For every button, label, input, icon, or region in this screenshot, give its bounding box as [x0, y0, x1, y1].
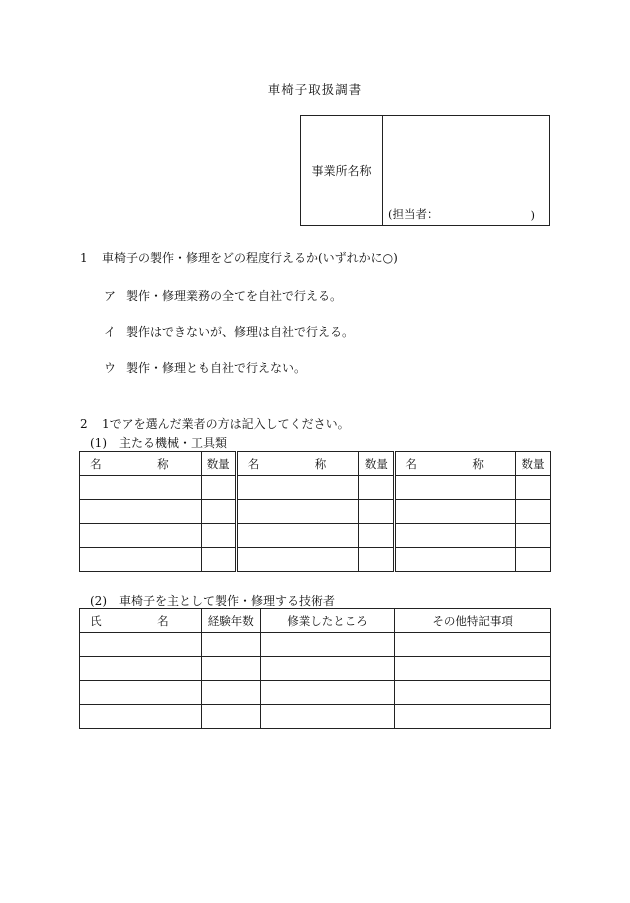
option-a-marker: ア	[104, 289, 117, 303]
table-row	[80, 633, 551, 657]
table-row	[80, 524, 551, 548]
office-name-label: 事業所名称	[301, 116, 383, 225]
option-i-text: 製作はできないが、修理は自社で行える。	[126, 325, 355, 339]
table-cell[interactable]	[80, 633, 202, 657]
option-a-text: 製作・修理業務の全てを自社で行える。	[126, 289, 343, 303]
table-cell[interactable]	[395, 548, 516, 572]
option-a[interactable]	[104, 287, 342, 304]
col-header-years: 経験年数	[201, 609, 260, 633]
table-cell[interactable]	[260, 681, 395, 705]
table-cell[interactable]	[236, 524, 359, 548]
table-cell[interactable]	[80, 657, 202, 681]
technicians-table	[79, 608, 551, 729]
col-header-qty-3: 数量	[516, 452, 551, 476]
document-title: 車椅子取扱調書	[267, 82, 363, 97]
option-i-marker: イ	[104, 325, 117, 339]
table-cell[interactable]	[201, 548, 236, 572]
table-cell[interactable]	[80, 705, 202, 729]
table-cell[interactable]	[395, 633, 551, 657]
table-cell[interactable]	[359, 500, 395, 524]
table-cell[interactable]	[201, 705, 260, 729]
table-cell[interactable]	[516, 476, 551, 500]
table-cell[interactable]	[201, 476, 236, 500]
table-cell[interactable]	[395, 476, 516, 500]
table-cell[interactable]	[201, 657, 260, 681]
col-header-name-3: 名 称	[395, 452, 516, 476]
table-row	[80, 500, 551, 524]
table-cell[interactable]	[236, 548, 359, 572]
section2-instruction	[80, 415, 350, 432]
table-cell[interactable]	[516, 500, 551, 524]
table-cell[interactable]	[201, 500, 236, 524]
table-cell[interactable]	[236, 500, 359, 524]
section2-instruction-text: 1でアを選んだ業者の方は記入してください。	[102, 417, 350, 431]
office-info-box	[300, 115, 550, 226]
sub1-label: (1) 主たる機械・工具類	[90, 436, 227, 450]
col-header-qty-2: 数量	[359, 452, 395, 476]
table-cell[interactable]	[395, 681, 551, 705]
col-header-training: 修業したところ	[260, 609, 395, 633]
option-u-text: 製作・修理とも自社で行えない。	[126, 361, 307, 375]
col-header-name-2: 名 称	[236, 452, 359, 476]
office-name-field[interactable]	[384, 116, 549, 204]
table-cell[interactable]	[201, 524, 236, 548]
table-cell[interactable]	[395, 705, 551, 729]
col-header-name-1: 名 称	[80, 452, 202, 476]
table-row	[80, 657, 551, 681]
table-cell[interactable]	[80, 548, 202, 572]
person-in-charge-label: (担当者：	[388, 207, 439, 221]
option-u[interactable]	[104, 359, 306, 376]
person-in-charge-close: )	[530, 208, 535, 222]
table-cell[interactable]	[80, 681, 202, 705]
table-cell[interactable]	[359, 548, 395, 572]
table-cell[interactable]	[395, 524, 516, 548]
table-cell[interactable]	[516, 548, 551, 572]
col-header-notes: その他特記事項	[395, 609, 551, 633]
table-cell[interactable]	[80, 476, 202, 500]
table-cell[interactable]	[395, 657, 551, 681]
col-header-name: 氏 名	[80, 609, 202, 633]
table-row	[80, 705, 551, 729]
col-header-qty-1: 数量	[201, 452, 236, 476]
table-cell[interactable]	[80, 500, 202, 524]
table-cell[interactable]	[395, 500, 516, 524]
table-cell[interactable]	[80, 524, 202, 548]
table-cell[interactable]	[236, 476, 359, 500]
table-cell[interactable]	[516, 524, 551, 548]
table-cell[interactable]	[260, 633, 395, 657]
table-cell[interactable]	[201, 681, 260, 705]
section1-question	[80, 249, 398, 266]
table-row	[80, 476, 551, 500]
technicians-table-header	[80, 609, 551, 633]
table-row	[80, 681, 551, 705]
tools-table	[79, 451, 551, 572]
option-i[interactable]	[104, 323, 354, 340]
table-cell[interactable]	[201, 633, 260, 657]
section1-number: 1	[80, 251, 88, 265]
sub2-label: (2) 車椅子を主として製作・修理する技術者	[90, 594, 335, 608]
table-cell[interactable]	[260, 657, 395, 681]
tools-table-header	[80, 452, 551, 476]
table-row	[80, 548, 551, 572]
table-cell[interactable]	[359, 476, 395, 500]
table-cell[interactable]	[359, 524, 395, 548]
option-u-marker: ウ	[104, 361, 117, 375]
section2-number: 2	[80, 417, 88, 431]
table-cell[interactable]	[260, 705, 395, 729]
section1-question-text: 車椅子の製作・修理をどの程度行えるか(いずれかに○)	[102, 251, 398, 265]
